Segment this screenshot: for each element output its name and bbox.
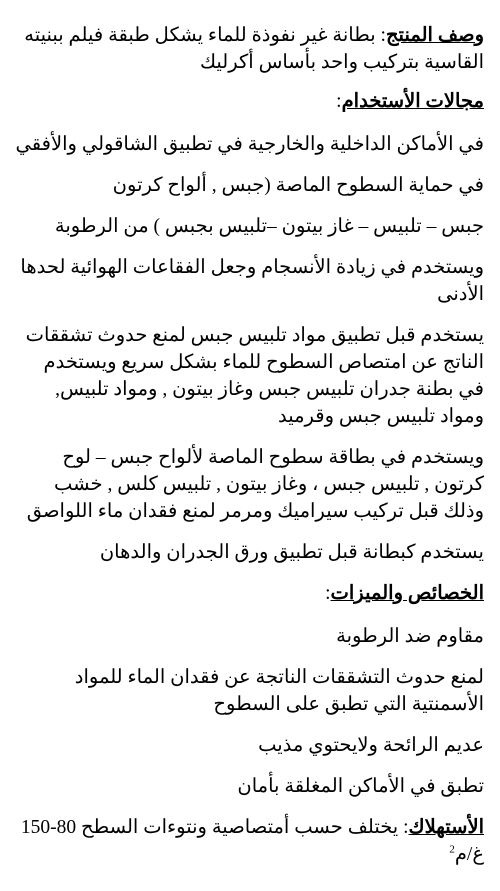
features-heading: الخصائص والميزات bbox=[330, 583, 484, 604]
product-description-text: : بطانة غير نفوذة للماء يشكل طبقة فيلم ببنيته القاسية بتركيب واحد بأساس أكرليك bbox=[24, 25, 484, 73]
usage-item: ويستخدم في زيادة الأنسجام وجعل الفقاعات الهوائية لحدها الأدنى bbox=[20, 257, 484, 305]
product-description-heading: وصف المنتج bbox=[385, 25, 484, 46]
feature-item: تطبق في الأماكن المغلقة بأمان bbox=[237, 776, 484, 797]
features-heading-line bbox=[14, 580, 484, 607]
usage-heading-colon: : bbox=[336, 91, 342, 112]
usage-item: يستخدم كبطانة قبل تطبيق ورق الجدران والدهان bbox=[99, 542, 484, 563]
feature-item: مقاوم ضد الرطوبة bbox=[336, 626, 484, 647]
usage-heading: مجالات الأستخدام bbox=[341, 91, 484, 112]
consumption-text: : يختلف حسب أمتصاصية ونتوءات السطح 80-150 bbox=[20, 817, 409, 838]
usage-item: يستخدم قبل تطبيق مواد تلبيس جبس لمنع حدوث تشققات الناتج عن امتصاص السطوح للماء بشكل سريع ويستخدم في بطنة جدران تلبيس جبس وغاز بيتون , ومواد تلبيس, ومواد تلبيس جبس وقرميد bbox=[25, 325, 484, 427]
usage-heading-line bbox=[14, 88, 484, 115]
usage-item: جبس – تلبيس – غاز بيتون –تلبيس بجبس ) من الرطوبة bbox=[54, 216, 484, 237]
consumption-unit bbox=[449, 841, 484, 868]
product-description bbox=[14, 22, 484, 76]
consumption-unit-text: غ/م bbox=[454, 844, 484, 865]
features-heading-colon: : bbox=[325, 583, 331, 604]
feature-item: عديم الرائحة ولايحتوي مذيب bbox=[258, 735, 484, 756]
consumption-heading: الأستهلاك bbox=[408, 817, 484, 838]
usage-item: في الأماكن الداخلية والخارجية في تطبيق الشاقولي والأفقي bbox=[15, 134, 484, 155]
usage-item: في حماية السطوح الماصة (جبس , ألواح كرتون bbox=[112, 175, 484, 196]
consumption-unit-exponent: 2 bbox=[449, 843, 455, 856]
feature-item: لمنع حدوث التشققات الناتجة عن فقدان الماء للمواد الأسمنتية التي تطبق على السطوح bbox=[74, 667, 484, 715]
usage-item: ويستخدم في بطاقة سطوح الماصة لألواح جبس – لوح كرتون , تلبيس جبس ، وغاز بيتون , تلبيس كلس , خشب وذلك قبل تركيب سيراميك ومرمر لمنع فقدان ماء اللواصق bbox=[26, 447, 484, 522]
consumption bbox=[14, 814, 484, 868]
